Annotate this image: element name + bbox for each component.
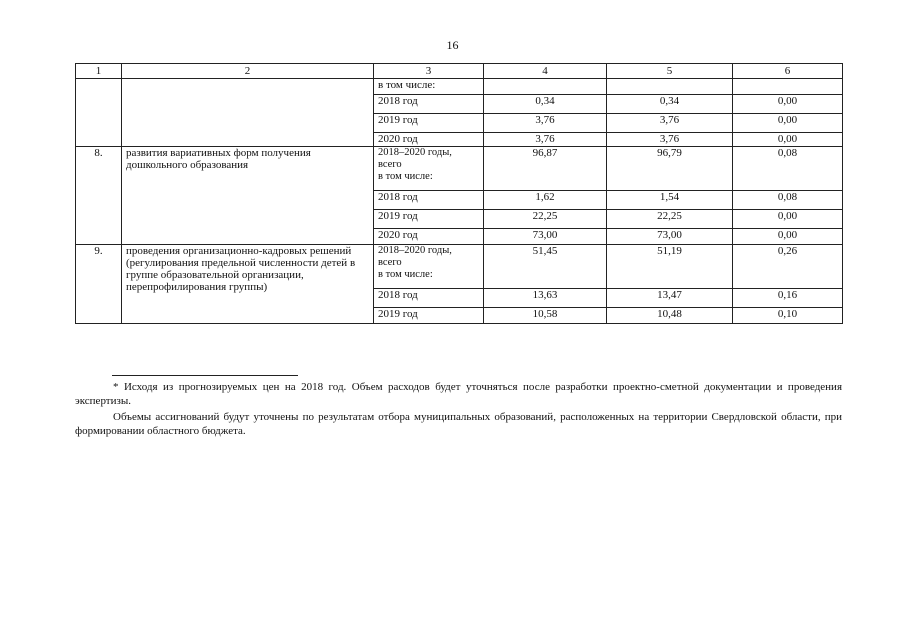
- value-cell: 73,00: [484, 229, 607, 245]
- footnotes: [75, 380, 842, 438]
- value-cell: 1,54: [607, 191, 733, 210]
- period-cell: 2018 год: [374, 191, 484, 210]
- value-cell: [484, 79, 607, 95]
- column-number: 3: [374, 64, 484, 79]
- value-cell: 73,00: [607, 229, 733, 245]
- value-cell: 0,00: [733, 229, 843, 245]
- value-cell: 96,79: [607, 147, 733, 191]
- value-cell: 0,16: [733, 289, 843, 308]
- value-cell: 0,08: [733, 191, 843, 210]
- value-cell: 3,76: [607, 114, 733, 133]
- value-cell: 0,34: [607, 95, 733, 114]
- period-cell: 2019 год: [374, 210, 484, 229]
- value-cell: 3,76: [484, 133, 607, 147]
- value-cell: [733, 79, 843, 95]
- value-cell: 0,34: [484, 95, 607, 114]
- value-cell: 0,10: [733, 308, 843, 324]
- value-cell: 22,25: [607, 210, 733, 229]
- period-cell: 2020 год: [374, 229, 484, 245]
- column-number: 1: [76, 64, 122, 79]
- value-cell: 1,62: [484, 191, 607, 210]
- value-cell: 10,58: [484, 308, 607, 324]
- value-cell: 22,25: [484, 210, 607, 229]
- table-row: [76, 245, 843, 289]
- column-number-row: [76, 64, 843, 79]
- column-number: 4: [484, 64, 607, 79]
- footnote-text: * Исходя из прогнозируемых цен на 2018 год. Объем расходов будет уточняться после разработки проектно-сметной документации и проведения экспертизы.: [75, 381, 842, 407]
- period-cell: 2018–2020 годы, всего в том числе:: [374, 147, 484, 191]
- column-number: 5: [607, 64, 733, 79]
- value-cell: 10,48: [607, 308, 733, 324]
- value-cell: 3,76: [484, 114, 607, 133]
- value-cell: 13,63: [484, 289, 607, 308]
- column-number: 2: [122, 64, 374, 79]
- budget-table: [75, 63, 843, 324]
- value-cell: 3,76: [607, 133, 733, 147]
- period-cell: 2019 год: [374, 114, 484, 133]
- item-number-cell: [76, 79, 122, 147]
- value-cell: [607, 79, 733, 95]
- value-cell: 0,00: [733, 114, 843, 133]
- column-number: 6: [733, 64, 843, 79]
- period-cell: 2020 год: [374, 133, 484, 147]
- table-row: [76, 147, 843, 191]
- value-cell: 0,00: [733, 133, 843, 147]
- period-cell: 2018 год: [374, 289, 484, 308]
- value-cell: 51,19: [607, 245, 733, 289]
- item-description-cell: [122, 79, 374, 147]
- item-description-cell: проведения организационно-кадровых решений (регулирования предельной численности детей в группе образовательной организации, перепрофилирования группы): [122, 245, 374, 324]
- footnote-text: Объемы ассигнований будут уточнены по результатам отбора муниципальных образований, расположенных на территории Свердловской области, при формировании областного бюджета.: [75, 411, 842, 437]
- value-cell: 0,00: [733, 95, 843, 114]
- item-number-cell: 9.: [76, 245, 122, 324]
- value-cell: 96,87: [484, 147, 607, 191]
- period-cell: 2018 год: [374, 95, 484, 114]
- period-cell: в том числе:: [374, 79, 484, 95]
- value-cell: 0,26: [733, 245, 843, 289]
- item-description-cell: развития вариативных форм получения дошкольного образования: [122, 147, 374, 245]
- value-cell: 13,47: [607, 289, 733, 308]
- table-row: [76, 79, 843, 95]
- page-number: 16: [446, 38, 459, 52]
- period-cell: 2019 год: [374, 308, 484, 324]
- value-cell: 0,00: [733, 210, 843, 229]
- value-cell: 0,08: [733, 147, 843, 191]
- value-cell: 51,45: [484, 245, 607, 289]
- period-cell: 2018–2020 годы, всего в том числе:: [374, 245, 484, 289]
- footnote-separator: [112, 375, 298, 376]
- item-number-cell: 8.: [76, 147, 122, 245]
